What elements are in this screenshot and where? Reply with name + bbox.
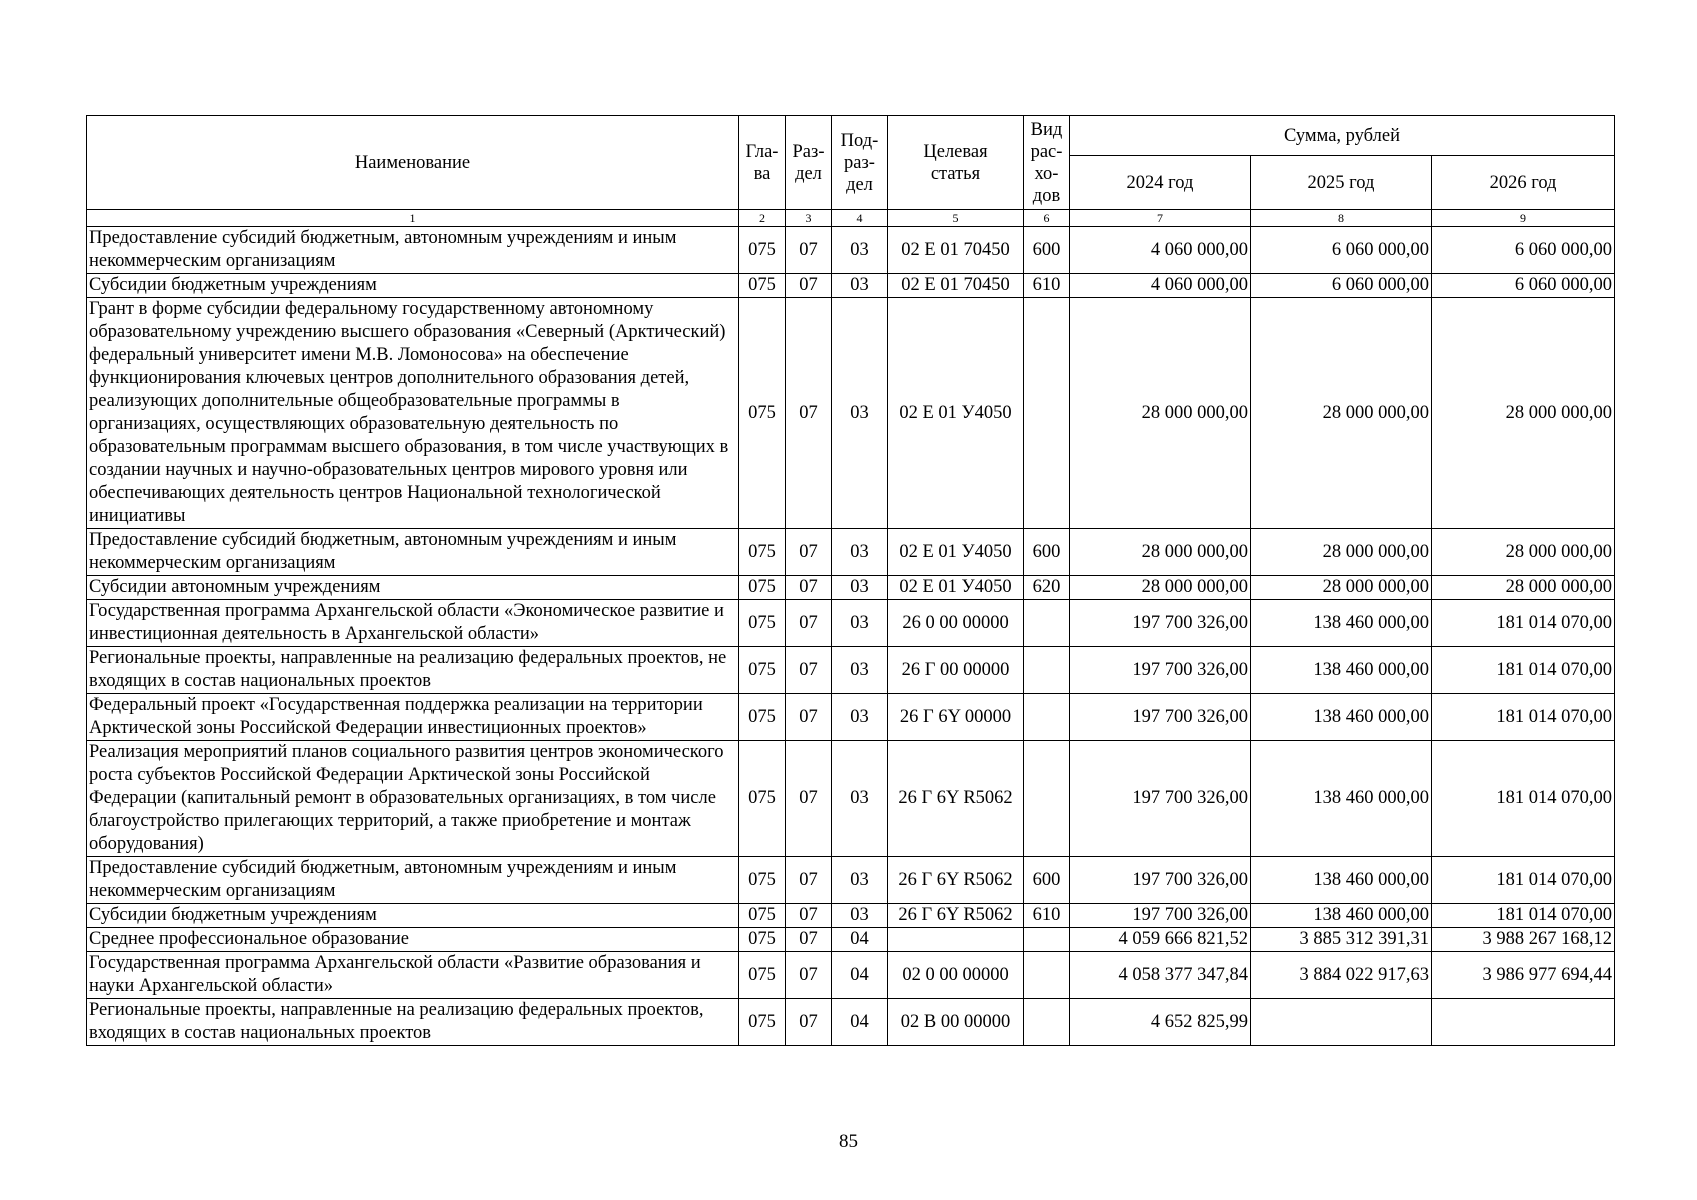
row-name: Среднее профессиональное образование — [87, 928, 739, 952]
row-glava: 075 — [739, 600, 786, 647]
header-year-2024: 2024 год — [1070, 156, 1251, 210]
row-vid — [1024, 694, 1070, 741]
table-row — [87, 600, 1615, 647]
column-number: 9 — [1432, 210, 1615, 227]
row-sum-2024: 4 060 000,00 — [1070, 227, 1251, 274]
row-sum-2025: 138 460 000,00 — [1251, 857, 1432, 904]
row-vid: 600 — [1024, 227, 1070, 274]
row-glava: 075 — [739, 298, 786, 529]
row-name: Предоставление субсидий бюджетным, автономным учреждениям и иным некоммерческим организациям — [87, 857, 739, 904]
row-glava: 075 — [739, 904, 786, 928]
row-name: Федеральный проект «Государственная поддержка реализации на территории Арктической зоны Российской Федерации инвестиционных проектов» — [87, 694, 739, 741]
table-row — [87, 952, 1615, 999]
row-sum-2025: 138 460 000,00 — [1251, 600, 1432, 647]
row-sum-2025: 6 060 000,00 — [1251, 227, 1432, 274]
row-podrazdel: 04 — [832, 928, 888, 952]
row-article: 02 Е 01 70450 — [888, 227, 1024, 274]
header-celevaya-statya: Целевая статья — [888, 116, 1024, 210]
row-sum-2026 — [1432, 999, 1615, 1046]
header-podrazdel: Под- раз- дел — [832, 116, 888, 210]
row-article: 02 Е 01 У4050 — [888, 298, 1024, 529]
row-name: Предоставление субсидий бюджетным, автономным учреждениям и иным некоммерческим организациям — [87, 529, 739, 576]
row-sum-2025: 138 460 000,00 — [1251, 741, 1432, 857]
row-razdel: 07 — [786, 227, 832, 274]
header-vid-raskhodov: Вид рас- хо- дов — [1024, 116, 1070, 210]
table-row — [87, 274, 1615, 298]
row-sum-2025: 28 000 000,00 — [1251, 576, 1432, 600]
row-glava: 075 — [739, 576, 786, 600]
table-row — [87, 694, 1615, 741]
row-name: Субсидии бюджетным учреждениям — [87, 904, 739, 928]
row-razdel: 07 — [786, 647, 832, 694]
table-row — [87, 647, 1615, 694]
row-vid — [1024, 298, 1070, 529]
row-sum-2026: 181 014 070,00 — [1432, 647, 1615, 694]
row-name: Региональные проекты, направленные на реализацию федеральных проектов, входящих в состав национальных проектов — [87, 999, 739, 1046]
row-article: 26 Г 6Y R5062 — [888, 904, 1024, 928]
row-podrazdel: 03 — [832, 227, 888, 274]
row-sum-2024: 4 059 666 821,52 — [1070, 928, 1251, 952]
row-article: 26 Г 6Y 00000 — [888, 694, 1024, 741]
row-article: 02 Е 01 У4050 — [888, 529, 1024, 576]
row-article: 26 Г 6Y R5062 — [888, 741, 1024, 857]
table-row — [87, 298, 1615, 529]
row-vid — [1024, 741, 1070, 857]
header-razdel: Раз- дел — [786, 116, 832, 210]
row-name: Государственная программа Архангельской области «Развитие образования и науки Архангельской области» — [87, 952, 739, 999]
row-sum-2024: 197 700 326,00 — [1070, 857, 1251, 904]
row-vid: 600 — [1024, 857, 1070, 904]
row-glava: 075 — [739, 741, 786, 857]
column-number: 5 — [888, 210, 1024, 227]
row-podrazdel: 03 — [832, 576, 888, 600]
row-glava: 075 — [739, 647, 786, 694]
row-sum-2024: 4 060 000,00 — [1070, 274, 1251, 298]
table-row — [87, 857, 1615, 904]
row-razdel: 07 — [786, 857, 832, 904]
row-glava: 075 — [739, 274, 786, 298]
row-sum-2025 — [1251, 999, 1432, 1046]
row-vid — [1024, 600, 1070, 647]
row-sum-2025: 28 000 000,00 — [1251, 529, 1432, 576]
table-row — [87, 904, 1615, 928]
row-vid — [1024, 952, 1070, 999]
row-sum-2026: 28 000 000,00 — [1432, 576, 1615, 600]
column-number: 6 — [1024, 210, 1070, 227]
row-sum-2024: 28 000 000,00 — [1070, 298, 1251, 529]
row-vid: 620 — [1024, 576, 1070, 600]
row-vid: 600 — [1024, 529, 1070, 576]
row-sum-2024: 197 700 326,00 — [1070, 904, 1251, 928]
row-article — [888, 928, 1024, 952]
row-podrazdel: 04 — [832, 952, 888, 999]
column-number-row — [87, 210, 1615, 227]
row-sum-2025: 28 000 000,00 — [1251, 298, 1432, 529]
row-sum-2026: 28 000 000,00 — [1432, 529, 1615, 576]
row-sum-2026: 6 060 000,00 — [1432, 274, 1615, 298]
row-glava: 075 — [739, 857, 786, 904]
row-sum-2024: 28 000 000,00 — [1070, 529, 1251, 576]
row-podrazdel: 03 — [832, 529, 888, 576]
column-number: 4 — [832, 210, 888, 227]
row-sum-2026: 3 986 977 694,44 — [1432, 952, 1615, 999]
row-sum-2026: 6 060 000,00 — [1432, 227, 1615, 274]
row-name: Грант в форме субсидии федеральному государственному автономному образовательному учреждению высшего образования «Северный (Арктический) федеральный университет имени М.В. Ломоносова» на обеспечение функционирования ключевых центров дополнительного образования детей, реализующих дополнительные общеобразовательные программы в организациях, осуществляющих образовательную деятельность по образовательным программам высшего образования, в том числе участвующих в создании научных и научно-образовательных центров мирового уровня или обеспечивающих деятельность центров Национальной технологической инициативы — [87, 298, 739, 529]
table-row — [87, 928, 1615, 952]
budget-table — [86, 115, 1615, 1046]
table-row — [87, 999, 1615, 1046]
row-article: 02 0 00 00000 — [888, 952, 1024, 999]
row-podrazdel: 04 — [832, 999, 888, 1046]
row-vid: 610 — [1024, 904, 1070, 928]
row-sum-2026: 181 014 070,00 — [1432, 857, 1615, 904]
page-number: 85 — [839, 1131, 858, 1152]
table-row — [87, 576, 1615, 600]
row-glava: 075 — [739, 694, 786, 741]
row-razdel: 07 — [786, 952, 832, 999]
row-vid — [1024, 928, 1070, 952]
row-razdel: 07 — [786, 928, 832, 952]
row-sum-2025: 3 884 022 917,63 — [1251, 952, 1432, 999]
row-article: 26 Г 6Y R5062 — [888, 857, 1024, 904]
row-razdel: 07 — [786, 274, 832, 298]
row-sum-2024: 4 652 825,99 — [1070, 999, 1251, 1046]
row-podrazdel: 03 — [832, 857, 888, 904]
row-name: Предоставление субсидий бюджетным, автономным учреждениям и иным некоммерческим организациям — [87, 227, 739, 274]
row-razdel: 07 — [786, 694, 832, 741]
header-year-2026: 2026 год — [1432, 156, 1615, 210]
column-number: 8 — [1251, 210, 1432, 227]
row-article: 02 Е 01 70450 — [888, 274, 1024, 298]
row-podrazdel: 03 — [832, 274, 888, 298]
row-sum-2024: 28 000 000,00 — [1070, 576, 1251, 600]
column-number: 1 — [87, 210, 739, 227]
header-glava: Гла- ва — [739, 116, 786, 210]
table-row — [87, 529, 1615, 576]
row-article: 26 Г 00 00000 — [888, 647, 1024, 694]
row-razdel: 07 — [786, 529, 832, 576]
table-row — [87, 741, 1615, 857]
row-glava: 075 — [739, 529, 786, 576]
row-sum-2026: 181 014 070,00 — [1432, 600, 1615, 647]
row-glava: 075 — [739, 952, 786, 999]
row-razdel: 07 — [786, 999, 832, 1046]
row-sum-2026: 28 000 000,00 — [1432, 298, 1615, 529]
row-razdel: 07 — [786, 904, 832, 928]
row-podrazdel: 03 — [832, 600, 888, 647]
row-vid — [1024, 647, 1070, 694]
header-name: Наименование — [87, 116, 739, 210]
row-sum-2026: 181 014 070,00 — [1432, 741, 1615, 857]
column-number: 3 — [786, 210, 832, 227]
row-glava: 075 — [739, 999, 786, 1046]
row-sum-2025: 6 060 000,00 — [1251, 274, 1432, 298]
row-podrazdel: 03 — [832, 298, 888, 529]
row-podrazdel: 03 — [832, 741, 888, 857]
row-name: Субсидии автономным учреждениям — [87, 576, 739, 600]
row-sum-2025: 138 460 000,00 — [1251, 694, 1432, 741]
row-razdel: 07 — [786, 576, 832, 600]
row-sum-2024: 197 700 326,00 — [1070, 694, 1251, 741]
row-sum-2026: 181 014 070,00 — [1432, 694, 1615, 741]
row-name: Региональные проекты, направленные на реализацию федеральных проектов, не входящих в состав национальных проектов — [87, 647, 739, 694]
header-year-2025: 2025 год — [1251, 156, 1432, 210]
row-razdel: 07 — [786, 600, 832, 647]
row-razdel: 07 — [786, 298, 832, 529]
row-sum-2024: 197 700 326,00 — [1070, 600, 1251, 647]
row-sum-2026: 181 014 070,00 — [1432, 904, 1615, 928]
row-sum-2024: 4 058 377 347,84 — [1070, 952, 1251, 999]
column-number: 7 — [1070, 210, 1251, 227]
row-vid: 610 — [1024, 274, 1070, 298]
row-podrazdel: 03 — [832, 694, 888, 741]
row-vid — [1024, 999, 1070, 1046]
row-sum-2025: 138 460 000,00 — [1251, 904, 1432, 928]
row-name: Государственная программа Архангельской области «Экономическое развитие и инвестиционная деятельность в Архангельской области» — [87, 600, 739, 647]
row-sum-2025: 138 460 000,00 — [1251, 647, 1432, 694]
header-summa: Сумма, рублей — [1070, 116, 1615, 156]
row-podrazdel: 03 — [832, 904, 888, 928]
row-sum-2025: 3 885 312 391,31 — [1251, 928, 1432, 952]
row-article: 26 0 00 00000 — [888, 600, 1024, 647]
table-row — [87, 227, 1615, 274]
row-sum-2024: 197 700 326,00 — [1070, 647, 1251, 694]
row-sum-2026: 3 988 267 168,12 — [1432, 928, 1615, 952]
row-podrazdel: 03 — [832, 647, 888, 694]
row-glava: 075 — [739, 928, 786, 952]
row-article: 02 В 00 00000 — [888, 999, 1024, 1046]
row-razdel: 07 — [786, 741, 832, 857]
column-number: 2 — [739, 210, 786, 227]
row-sum-2024: 197 700 326,00 — [1070, 741, 1251, 857]
row-name: Реализация мероприятий планов социального развития центров экономического роста субъектов Российской Федерации Арктической зоны Российской Федерации (капитальный ремонт в образовательных организациях, в том числе благоустройство прилегающих территорий, а также приобретение и монтаж оборудования) — [87, 741, 739, 857]
row-glava: 075 — [739, 227, 786, 274]
row-name: Субсидии бюджетным учреждениям — [87, 274, 739, 298]
row-article: 02 Е 01 У4050 — [888, 576, 1024, 600]
